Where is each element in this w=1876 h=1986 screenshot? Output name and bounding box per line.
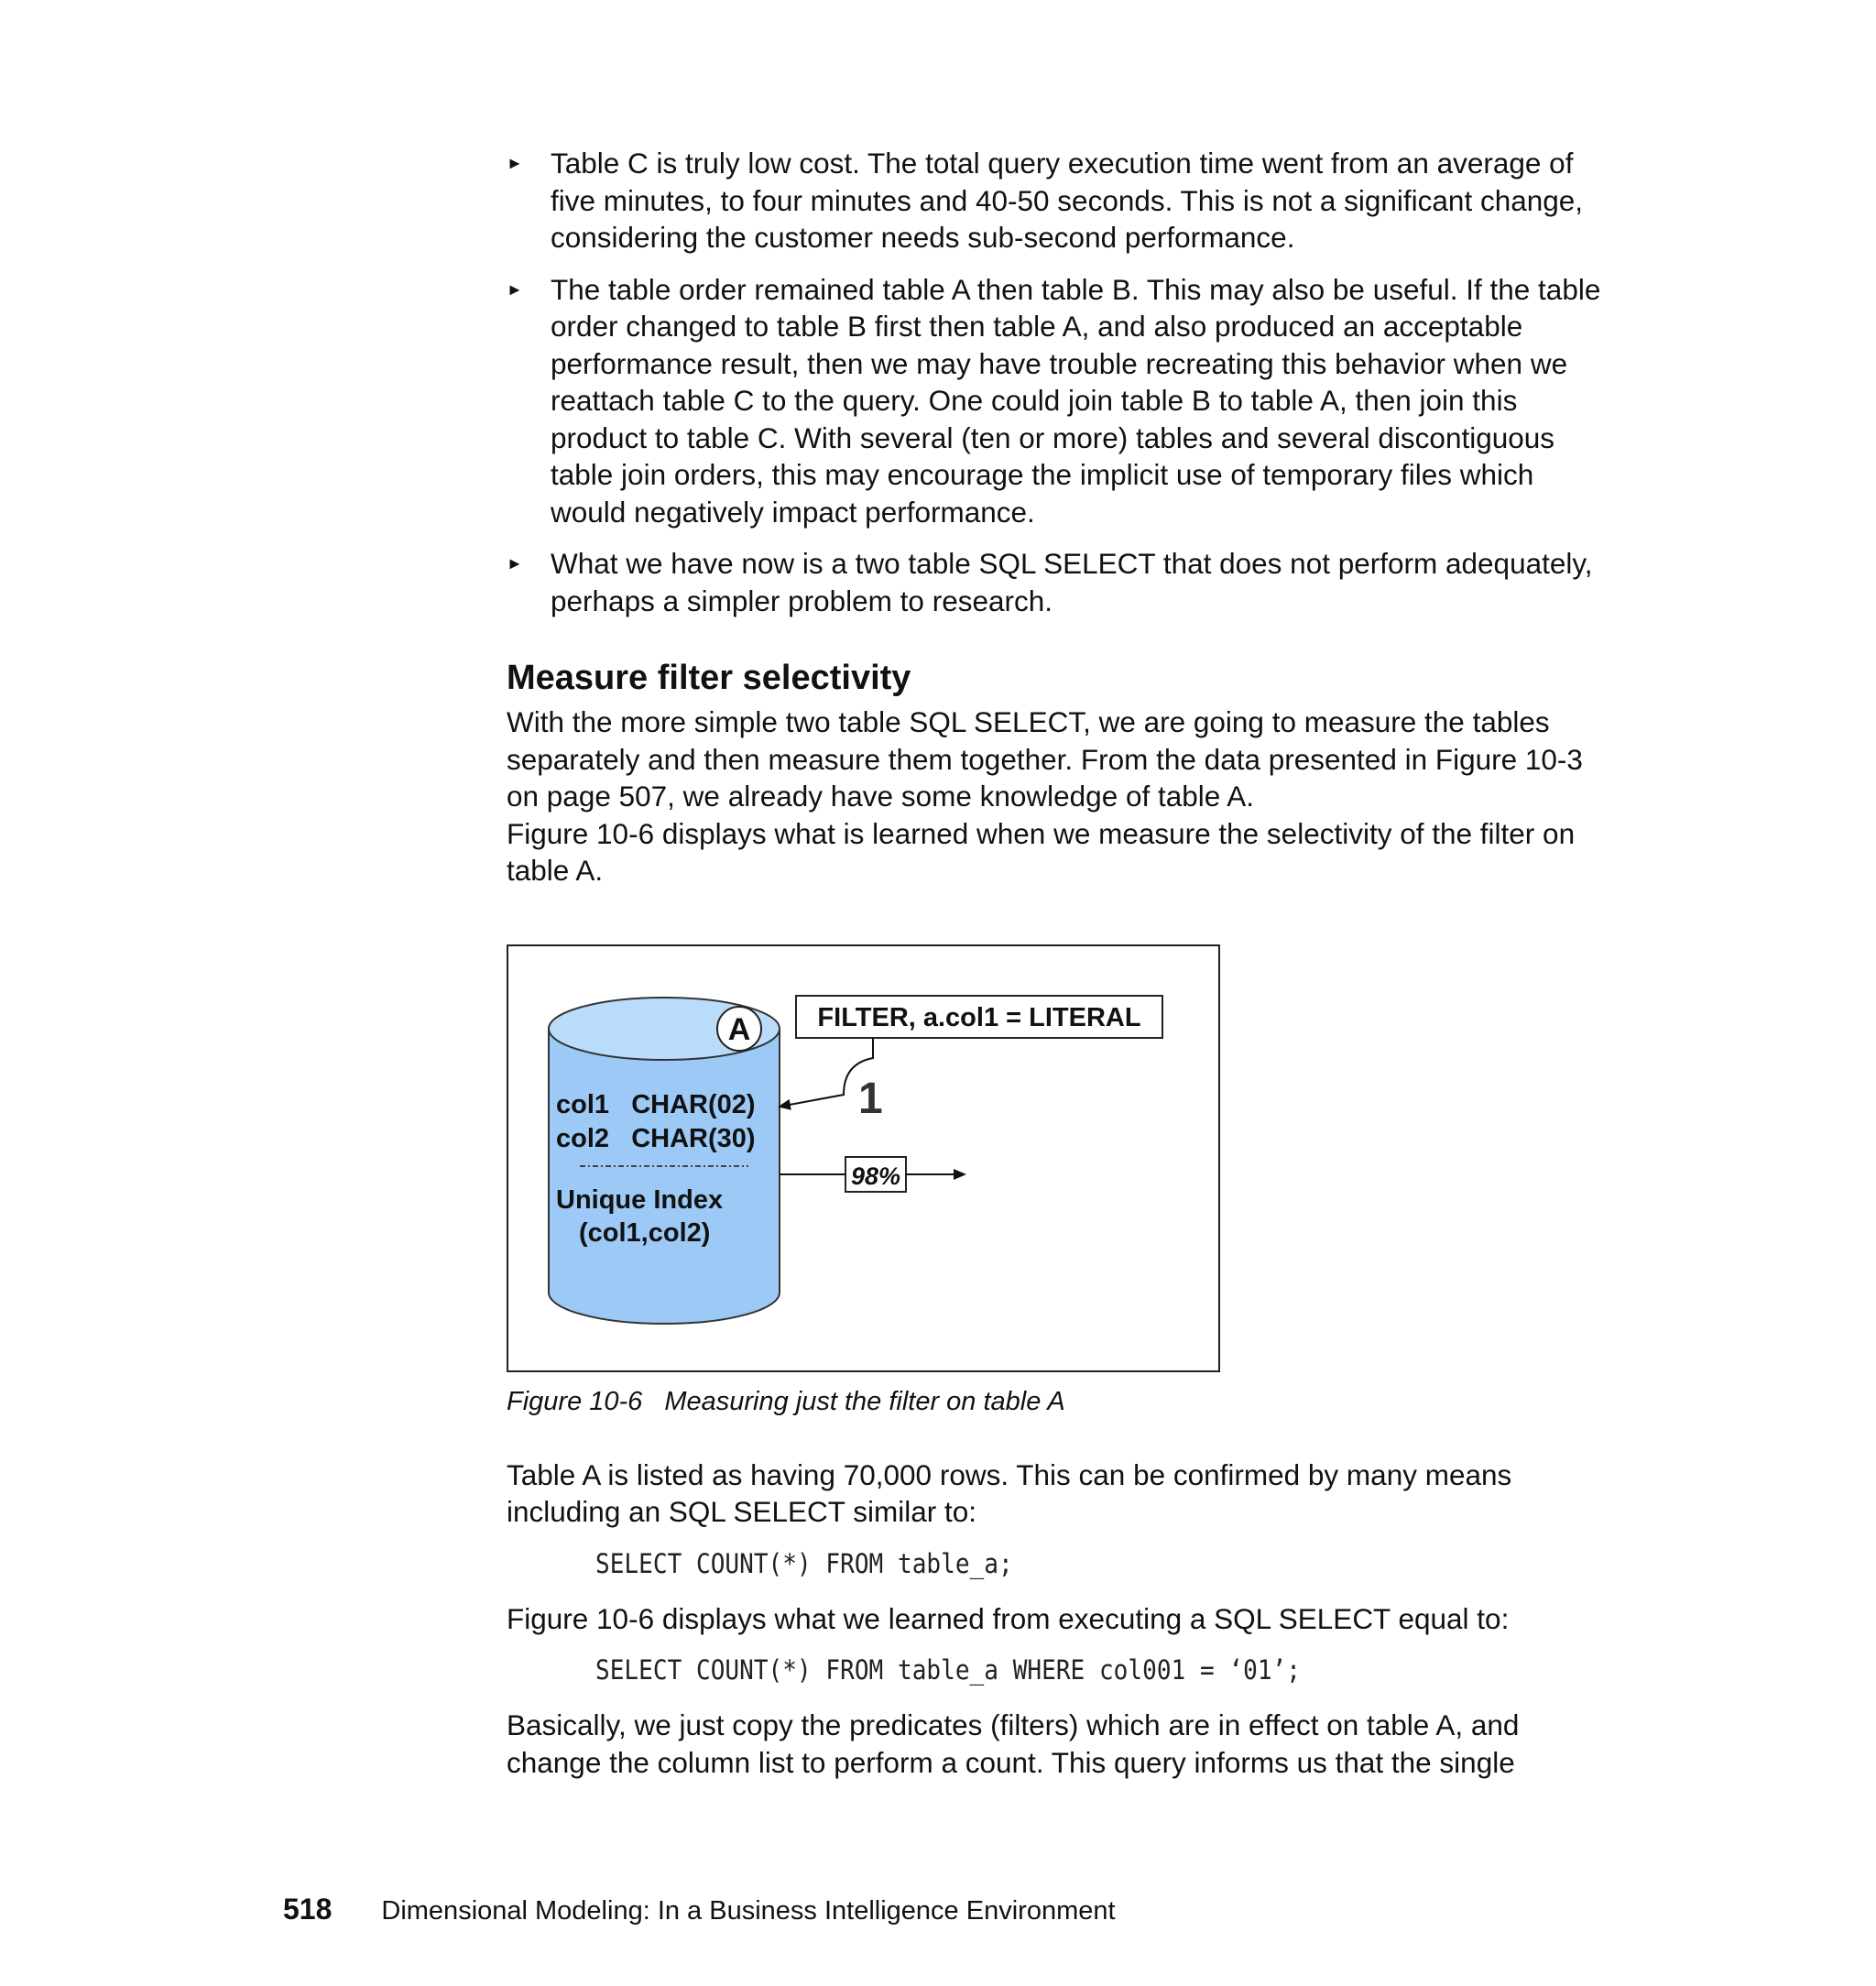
filter-label: FILTER, a.col1 = LITERAL [817, 1002, 1141, 1032]
bullet-item [507, 545, 1606, 619]
body-paragraph: Basically, we just copy the predicates (filters) which are in effect on table A, and change the column list to perform a count. This query informs us that the single [507, 1708, 1520, 1779]
step-number: 1 [858, 1074, 883, 1123]
code-sample: SELECT COUNT(*) FROM table_a; [595, 1547, 1013, 1579]
book-title: Dimensional Modeling: In a Business Intelligence Environment [381, 1896, 1116, 1926]
figure-frame [507, 944, 1220, 1372]
bullet-item [507, 145, 1606, 256]
index-columns-label: (col1,col2) [579, 1217, 711, 1248]
bullet-marker-icon: ► [507, 154, 523, 172]
bullet-text: Table C is truly low cost. The total query execution time went from an average of five minutes, to four minutes and 40-50 seconds. This is not a significant change, considering the customer needs sub-second performance. [551, 147, 1584, 254]
bullet-marker-icon: ► [507, 279, 523, 299]
page-content [507, 145, 1606, 1781]
code-sample: SELECT COUNT(*) FROM table_a WHERE col001 = ‘01’; [595, 1654, 1301, 1686]
figure-caption-text: Measuring just the filter on table A [664, 1386, 1065, 1416]
figure-caption [507, 1383, 1606, 1420]
page-number: 518 [283, 1893, 333, 1926]
bullet-text: The table order remained table A then table B. This may also be useful. If the table order changed to table B first then table A, and also produced an acceptable performance result, then we may have trouble recreating this behavior when we reattach table C to the query. One could join table B to table A, then join this product to table C. With several (ten or more) tables and several discontiguous table join orders, this may encourage the implicit use of temporary files which would negatively impact performance. [551, 272, 1601, 529]
bullet-marker-icon: ► [507, 554, 523, 573]
table-cylinder-body [549, 1029, 780, 1324]
column-1-label: col1 CHAR(02) [556, 1089, 756, 1119]
figure-caption-number: Figure 10-6 [507, 1386, 643, 1416]
bullet-text: What we have now is a two table SQL SELECT that does not perform adequately, perhaps a simpler problem to research. [551, 547, 1593, 617]
page-footer [283, 1891, 1116, 1929]
percent-label: 98% [850, 1162, 901, 1190]
section-heading: Measure filter selectivity [507, 659, 911, 697]
table-label: A [727, 1011, 751, 1047]
bullet-list [507, 145, 1606, 619]
index-label: Unique Index [556, 1184, 724, 1215]
bullet-item [507, 271, 1606, 531]
section-paragraph: Figure 10-6 displays what is learned when we measure the selectivity of the filter on table A. [507, 816, 1576, 887]
body-paragraph: Table A is listed as having 70,000 rows. This can be confirmed by many means including an SQL SELECT similar to: [507, 1457, 1512, 1528]
filter-diagram [508, 946, 1222, 1374]
section-paragraph: With the more simple two table SQL SELECT, we are going to measure the tables separately and then measure them together. From the data presented in Figure 10-3 on page 507, we already have some knowledge of table A. [507, 705, 1583, 813]
column-2-label: col2 CHAR(30) [556, 1123, 756, 1153]
body-paragraph: Figure 10-6 displays what we learned from executing a SQL SELECT equal to: [507, 1601, 1510, 1635]
